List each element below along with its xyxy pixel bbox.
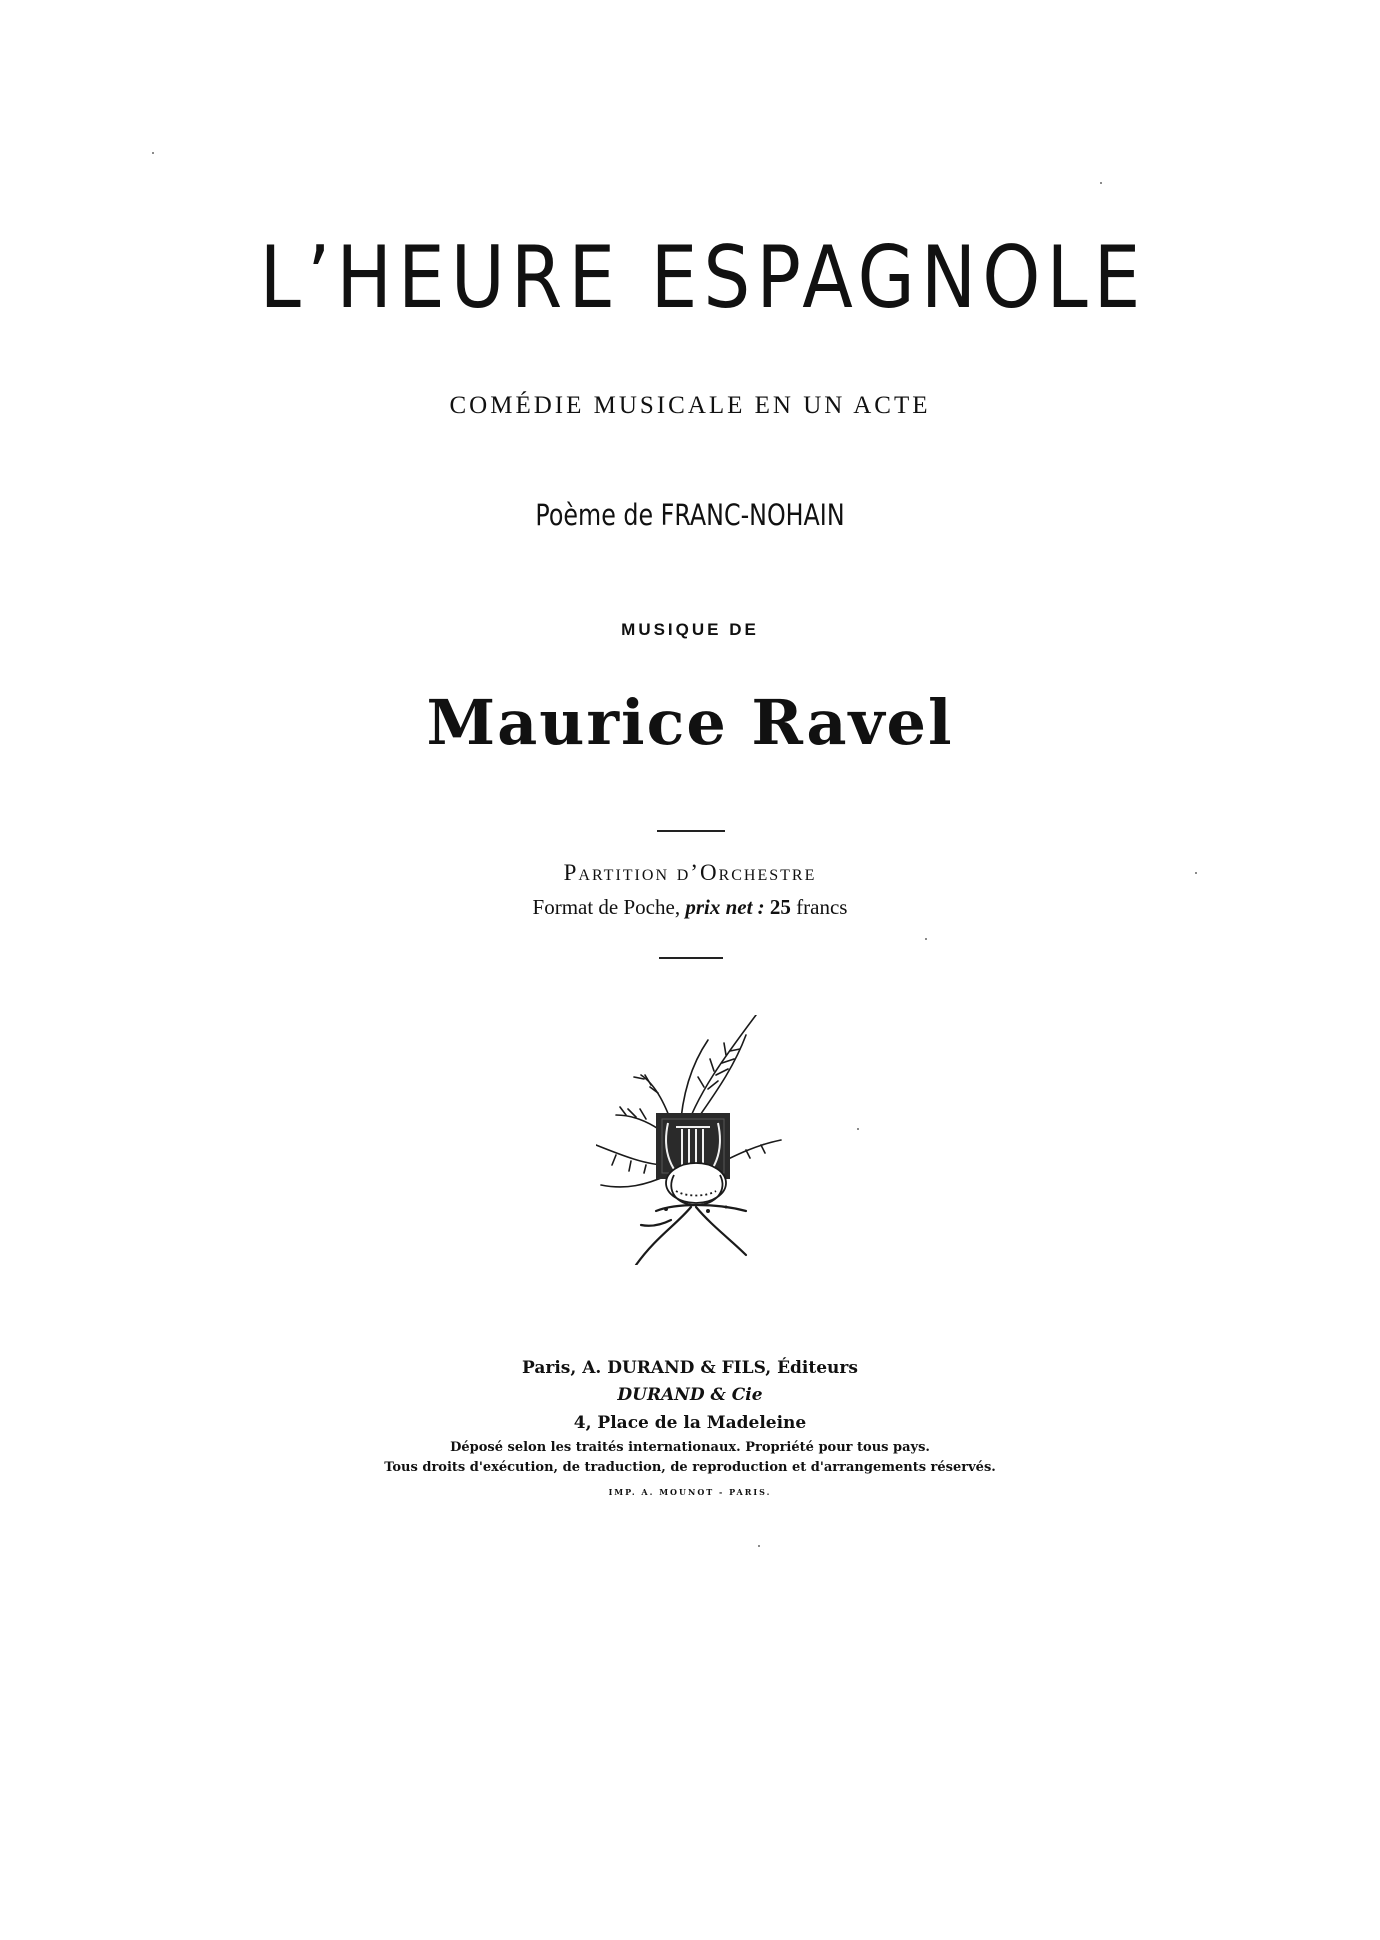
price-value: 25 bbox=[769, 895, 791, 919]
divider-bottom bbox=[659, 957, 723, 959]
scan-speck bbox=[857, 1128, 859, 1130]
divider-top bbox=[657, 830, 725, 832]
scan-speck bbox=[1195, 872, 1197, 874]
publisher-successor: DURAND & Cie bbox=[617, 1385, 763, 1405]
publisher-line: Paris, A. DURAND & FILS, Éditeurs bbox=[522, 1358, 858, 1378]
format-price-line bbox=[0, 895, 1380, 920]
work-title: L’HEURE ESPAGNOLE bbox=[259, 228, 1147, 328]
scan-speck bbox=[152, 152, 154, 154]
rights-notice: Tous droits d'exécution, de traduction, de reproduction et d'arrangements réservés. bbox=[384, 1460, 996, 1475]
scan-speck bbox=[1100, 182, 1102, 184]
printer-line: IMP. A. MOUNOT - PARIS. bbox=[608, 1487, 772, 1497]
composer-name: Maurice Ravel bbox=[426, 686, 954, 759]
edition-type: Partition d’Orchestre bbox=[563, 860, 817, 885]
format-prefix: Format de Poche, bbox=[532, 895, 686, 919]
copyright-notice: Déposé selon les traités internationaux. Propriété pour tous pays. bbox=[450, 1440, 930, 1455]
price-currency: francs bbox=[796, 895, 848, 919]
publisher-address: 4, Place de la Madeleine bbox=[573, 1413, 807, 1433]
lyre-with-palm-fronds-icon bbox=[596, 1015, 786, 1265]
scan-speck bbox=[758, 1545, 760, 1547]
work-subtitle: COMÉDIE MUSICALE EN UN ACTE bbox=[449, 392, 931, 419]
scan-speck bbox=[925, 938, 927, 940]
music-by-label: MUSIQUE DE bbox=[621, 620, 759, 639]
price-label: prix net : bbox=[685, 895, 765, 919]
librettist-line: Poème de FRANC-NOHAIN bbox=[535, 498, 845, 532]
